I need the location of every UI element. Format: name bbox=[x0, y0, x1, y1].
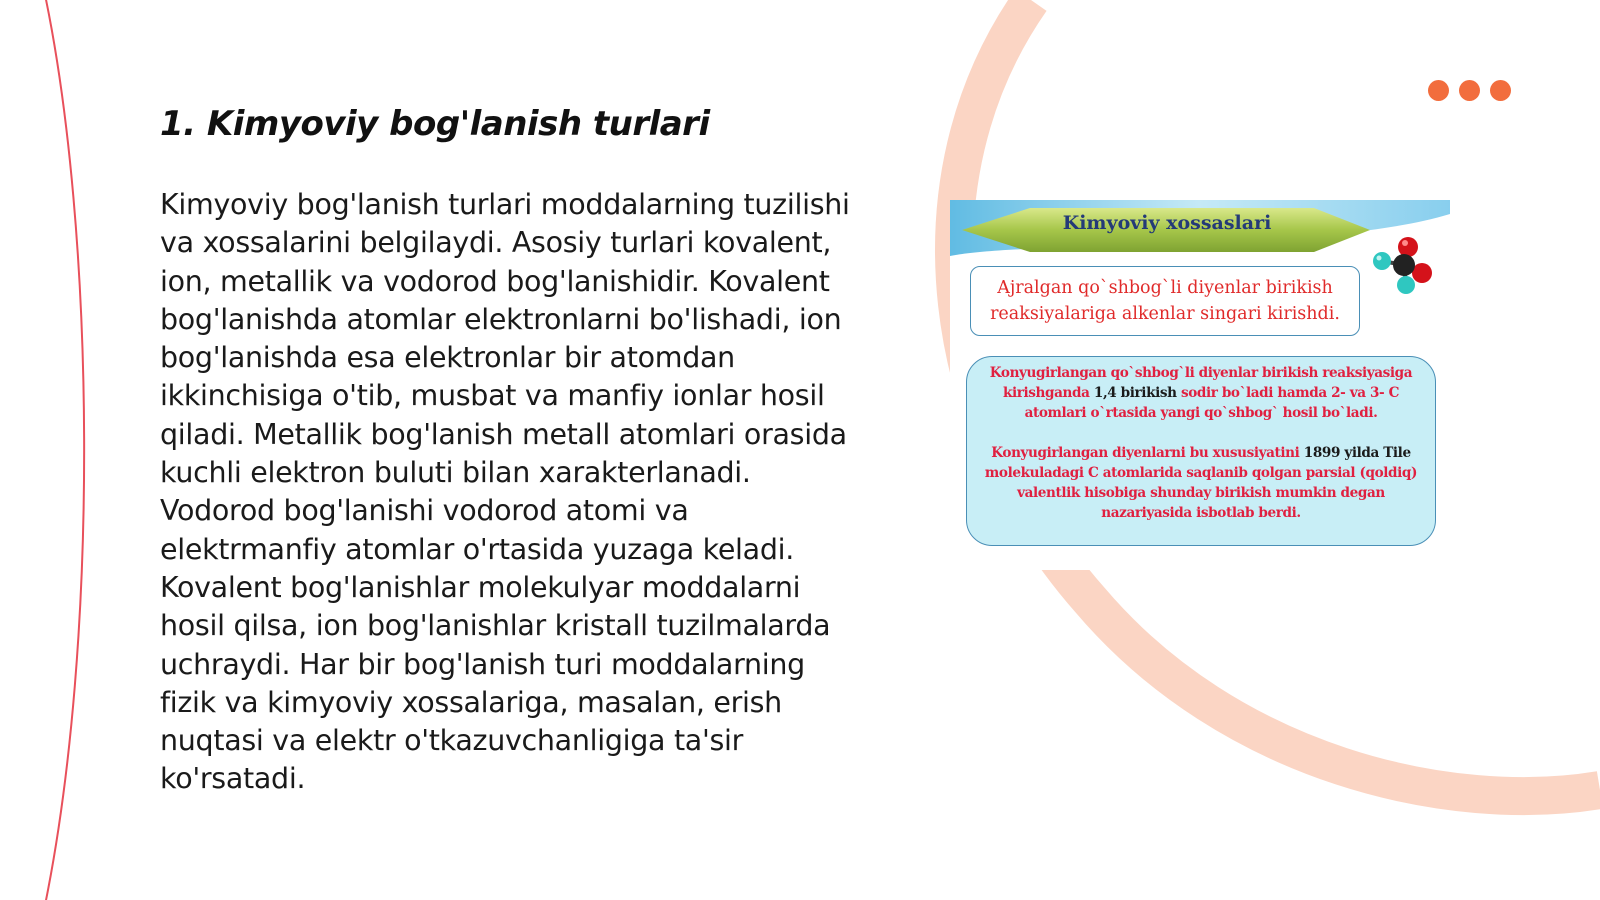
conjugated-diene-box bbox=[966, 356, 1436, 546]
conjugated-diene-paragraph-2 bbox=[977, 443, 1425, 523]
decorative-red-line bbox=[44, 0, 84, 900]
text-segment: Konyugirlangan qo`shbog`li diyenlar birikish reaksiyasiga kirishganda bbox=[989, 365, 1413, 401]
chemistry-infographic bbox=[950, 200, 1450, 570]
conjugated-diene-paragraph-1 bbox=[977, 363, 1425, 423]
alkene-reaction-text: Ajralgan qo`shbog`li diyenlar birikish reaksiyalariga alkenlar singari kirishdi. bbox=[990, 278, 1340, 324]
alkene-reaction-box bbox=[970, 266, 1360, 336]
text-segment-highlight: 1899 yilda Tile bbox=[1303, 445, 1411, 461]
slide-body-text: Kimyoviy bog'lanish turlari moddalarning tuzilishi va xossalarini belgilaydi. Asosiy turlari kovalent, ion, metallik va vodorod bog'lanishidir. Kovalent bog'lanishda atomlar elektronlarni bo'lishadi, ion bog'lanishda esa elektronlar bir atomdan ikkinchisiga o'tib, musbat va manfiy ionlar hosil qiladi. Metallik bog'lanish metall atomlari orasida kuchli elektron buluti bilan xarakterlanadi. Vodorod bog'lanishi vodorod atomi va elektrmanfiy atomlar o'rtasida yuzaga keladi. Kovalent bog'lanishlar molekulyar moddalarni hosil qilsa, ion bog'lanishlar kristall tuzilmalarda uchraydi. Har bir bog'lanish turi moddalarning fizik va kimyoviy xossalariga, masalan, erish nuqtasi va elektr o'tkazuvchanligiga ta'sir ko'rsatadi. bbox=[160, 188, 850, 796]
dot-icon bbox=[1428, 80, 1449, 101]
text-segment-highlight: 1,4 birikish bbox=[1093, 385, 1177, 401]
text-segment: Konyugirlangan diyenlarni bu xususiyatini bbox=[991, 445, 1300, 461]
more-dots-icon bbox=[1428, 80, 1511, 101]
slide-title: 1. Kimyoviy bog'lanish turlari bbox=[160, 104, 710, 144]
molecule-icon bbox=[1368, 235, 1434, 297]
dot-icon bbox=[1490, 80, 1511, 101]
text-segment: sodir bo`ladi hamda 2- va 3- C atomlari o`rtasida yangi qo`shbog` hosil bo`ladi. bbox=[1024, 385, 1400, 421]
text-segment: molekuladagi C atomlarida saqlanib qolgan parsial (qoldiq) valentlik hisobiga shunday birikish mumkin degan nazariyasida isbotlab berdi. bbox=[984, 465, 1418, 521]
banner-title: Kimyoviy xossaslari bbox=[1062, 212, 1272, 234]
dot-icon bbox=[1459, 80, 1480, 101]
